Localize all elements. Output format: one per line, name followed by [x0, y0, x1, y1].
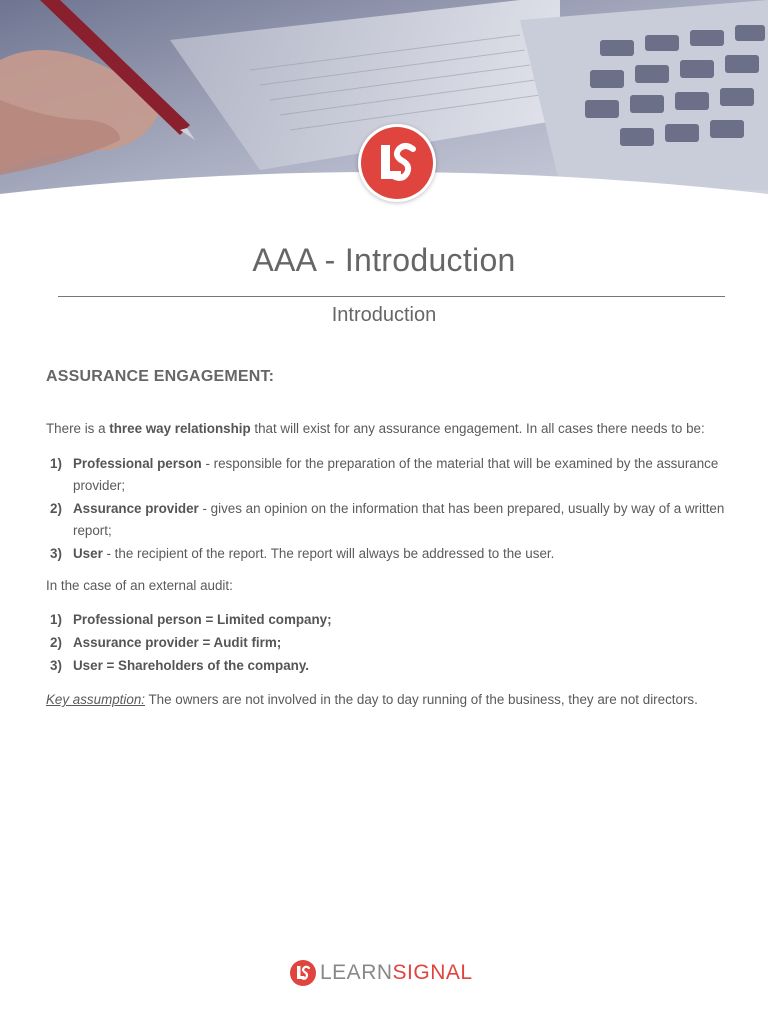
roles-list	[46, 453, 736, 566]
intro-text-pre: There is a	[46, 421, 110, 436]
role-description: - the recipient of the report. The report will always be addressed to the user.	[102, 546, 555, 561]
list-item	[46, 632, 736, 654]
page-subtitle: Introduction	[331, 304, 437, 326]
role-term: Assurance provider	[73, 501, 199, 516]
key-assumption-text: The owners are not involved in the day to day running of the business, they are not directors.	[145, 692, 698, 707]
role-description: - gives an opinion on the information that has been prepared, usually by way of a written report;	[73, 501, 725, 538]
learnsignal-logo-badge	[358, 124, 436, 202]
list-number: 3)	[50, 546, 62, 561]
external-role-text: Professional person = Limited company;	[73, 612, 332, 627]
list-item	[46, 498, 736, 542]
list-number: 1)	[50, 456, 62, 471]
footer-brand-logo	[290, 959, 473, 987]
external-roles-list	[46, 609, 736, 678]
list-item	[46, 609, 736, 631]
brand-word-signal: SIGNAL	[392, 961, 473, 984]
intro-text-bold: three way relationship	[109, 421, 251, 436]
ls-logo-icon	[290, 960, 316, 986]
role-term: Professional person	[73, 456, 202, 471]
key-assumption-label: Key assumption:	[46, 692, 145, 707]
list-number: 3)	[50, 658, 62, 673]
list-item	[46, 453, 736, 497]
list-number: 2)	[50, 635, 62, 650]
external-role-text: User = Shareholders of the company.	[73, 658, 310, 673]
brand-word-learn: LEARN	[320, 961, 393, 984]
list-number: 2)	[50, 501, 62, 516]
external-audit-intro: In the case of an external audit:	[46, 578, 233, 593]
role-term: User	[73, 546, 103, 561]
intro-paragraph	[46, 418, 736, 440]
brand-wordmark	[320, 961, 473, 985]
list-item	[46, 655, 736, 677]
ls-logo-icon	[361, 127, 433, 199]
list-number: 1)	[50, 612, 62, 627]
role-description: - responsible for the preparation of the material that will be examined by the assurance provider;	[73, 456, 719, 493]
page-title: AAA - Introduction	[252, 242, 516, 278]
key-assumption-paragraph	[46, 689, 736, 711]
external-role-text: Assurance provider = Audit firm;	[73, 635, 282, 650]
intro-text-post: that will exist for any assurance engagement. In all cases there needs to be:	[250, 421, 705, 436]
list-item	[46, 543, 736, 565]
title-divider	[58, 296, 725, 297]
section-heading: ASSURANCE ENGAGEMENT:	[46, 368, 275, 385]
